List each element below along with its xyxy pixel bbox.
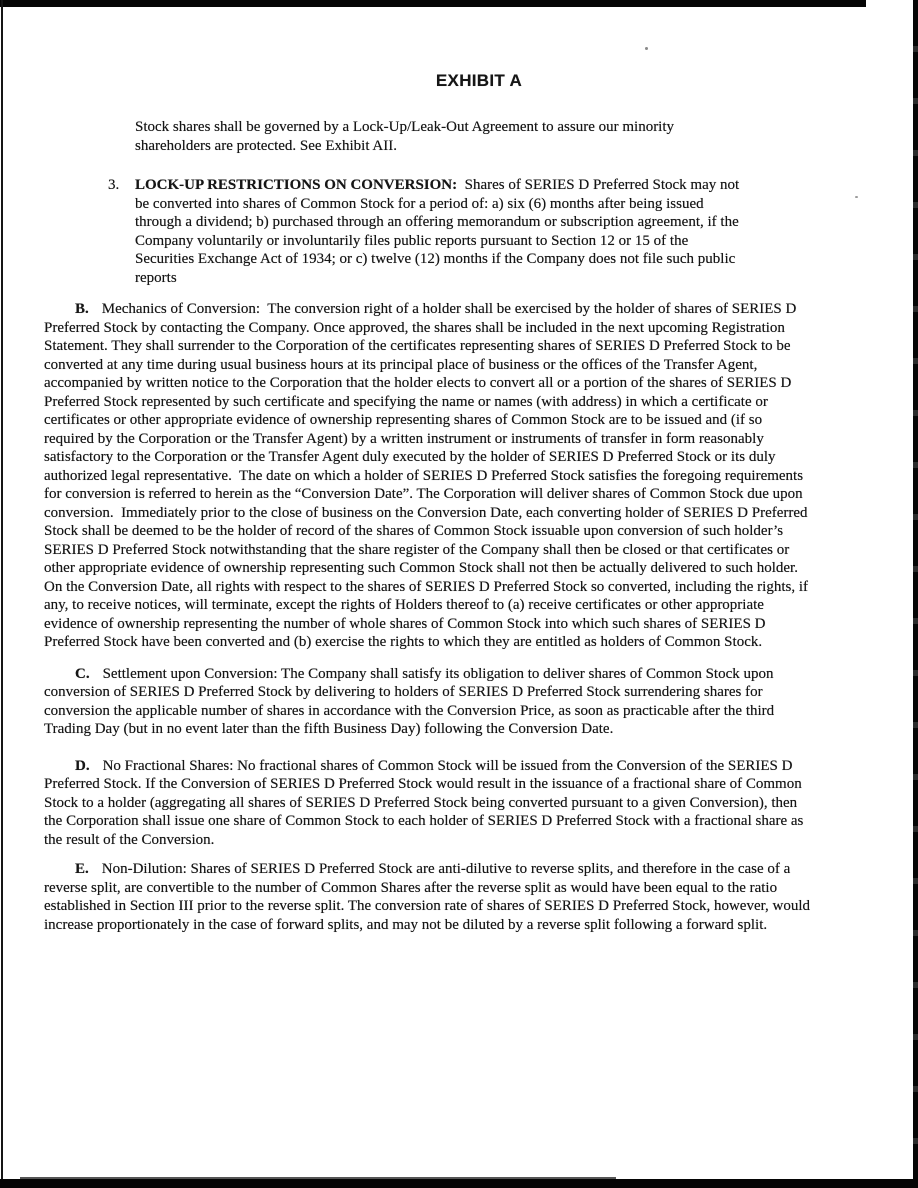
- page-title: EXHIBIT A: [435, 71, 523, 90]
- scan-border-bottom: [0, 1179, 918, 1188]
- item-heading: LOCK-UP RESTRICTIONS ON CONVERSION:: [135, 177, 458, 193]
- section-text: Non-Dilution: Shares of SERIES D Preferred Stock are anti-dilutive to reverse splits, and therefore in the case of a reverse split, are convertible to the number of Common Shares after the reverse split as would have been equal to the ratio established in Section III prior to the reverse split. The conversion rate of shares of SERIES D Preferred Stock, however, would increase proportionately in the case of forward splits, and may not be diluted by a reverse split following a forward split.: [44, 861, 811, 933]
- section-text: Mechanics of Conversion: The conversion right of a holder shall be exercised by the holder of shares of SERIES D Preferred Stock by contacting the Company. Once approved, the shares shall be included in the next upcoming Registration Statement. They shall surrender to the Corporation of the certificates representing shares of SERIES D Preferred Stock to be converted at any time during usual business hours at its principal place of business or the offices of the Transfer Agent, accompanied by written notice to the Corporation that the holder elects to convert all or a portion of the shares of SERIES D Preferred Stock represented by such certificate and specifying the name or names (with address) in which a certificate or certificates or other appropriate evidence of ownership representing shares of Common Stock are to be issued and (if so required by the Corporation or the Transfer Agent) by a written instrument or instruments of transfer in form reasonably satisfactory to the Corporation or the Transfer Agent duly executed by the holder of SERIES D Preferred Stock or its duly authorized legal representative. The date on which a holder of SERIES D Preferred Stock satisfies the foregoing requirements for conversion is referred to herein as the “Conversion Date”. The Corporation will deliver shares of Common Stock due upon conversion. Immediately prior to the close of business on the Conversion Date, each converting holder of SERIES D Preferred Stock shall be deemed to be the holder of record of the shares of Common Stock issuable upon conversion of such holder’s SERIES D Preferred Stock notwithstanding that the share register of the Company shall then be closed or that certificates or other appropriate evidence of ownership representing such Common Stock shall not then be actually delivered to such holder. On the Conversion Date, all rights with respect to the shares of SERIES D Preferred Stock so converted, including the rights, if any, to receive notices, will terminate, except the rights of Holders thereof to (a) receive certificates or other appropriate evidence of ownership representing the number of whole shares of Common Stock into which such shares of SERIES D Preferred Stock have been converted and (b) exercise the rights to which they are entitled as holders of Common Stock.: [44, 301, 809, 650]
- section-paragraph-e: [44, 860, 810, 934]
- item-text: Shares of SERIES D Preferred Stock may not be converted into shares of Common Stock for a period of: a) six (6) months after being issued through a dividend; b) purchased through an offering memorandum or subscription agreement, if the Company voluntarily or involuntarily files public reports pursuant to Section 12 or 15 of the Securities Exchange Act of 1934; or c) twelve (12) months if the Company does not file such public reports: [135, 177, 740, 286]
- item-number: 3.: [108, 177, 120, 193]
- section-paragraph-d: [44, 757, 810, 850]
- section-label: C.: [75, 665, 90, 682]
- item-body: [135, 176, 745, 287]
- intro-paragraph: Stock shares shall be governed by a Lock-Up/Leak-Out Agreement to assure our minority shareholders are protected. See Exhibit AII.: [135, 119, 675, 154]
- list-item-3: [108, 176, 806, 287]
- section-paragraph-c: [44, 665, 810, 739]
- section-paragraph-b: [44, 300, 810, 652]
- section-text: Settlement upon Conversion: The Company shall satisfy its obligation to deliver shares of Common Stock upon conversion of SERIES D Preferred Stock by delivering to holders of SERIES D Preferred Stock surrendering shares for conversion the applicable number of shares in accordance with the Conversion Price, as soon as practicable after the third Trading Day (but in no event later than the fifth Business Day) following the Conversion Date.: [44, 665, 775, 737]
- section-label: E.: [75, 861, 89, 877]
- section-text: No Fractional Shares: No fractional shares of Common Stock will be issued from the Conversion of the SERIES D Preferred Stock. If the Conversion of SERIES D Preferred Stock would result in the issuance of a fractional share of Common Stock to a holder (aggregating all shares of SERIES D Preferred Stock being converted pursuant to a given Conversion), then the Corporation shall issue one share of Common Stock to each holder of SERIES D Preferred Stock with a fractional share as the result of the Conversion.: [44, 757, 804, 848]
- section-label: B.: [75, 301, 89, 317]
- section-label: D.: [75, 757, 90, 774]
